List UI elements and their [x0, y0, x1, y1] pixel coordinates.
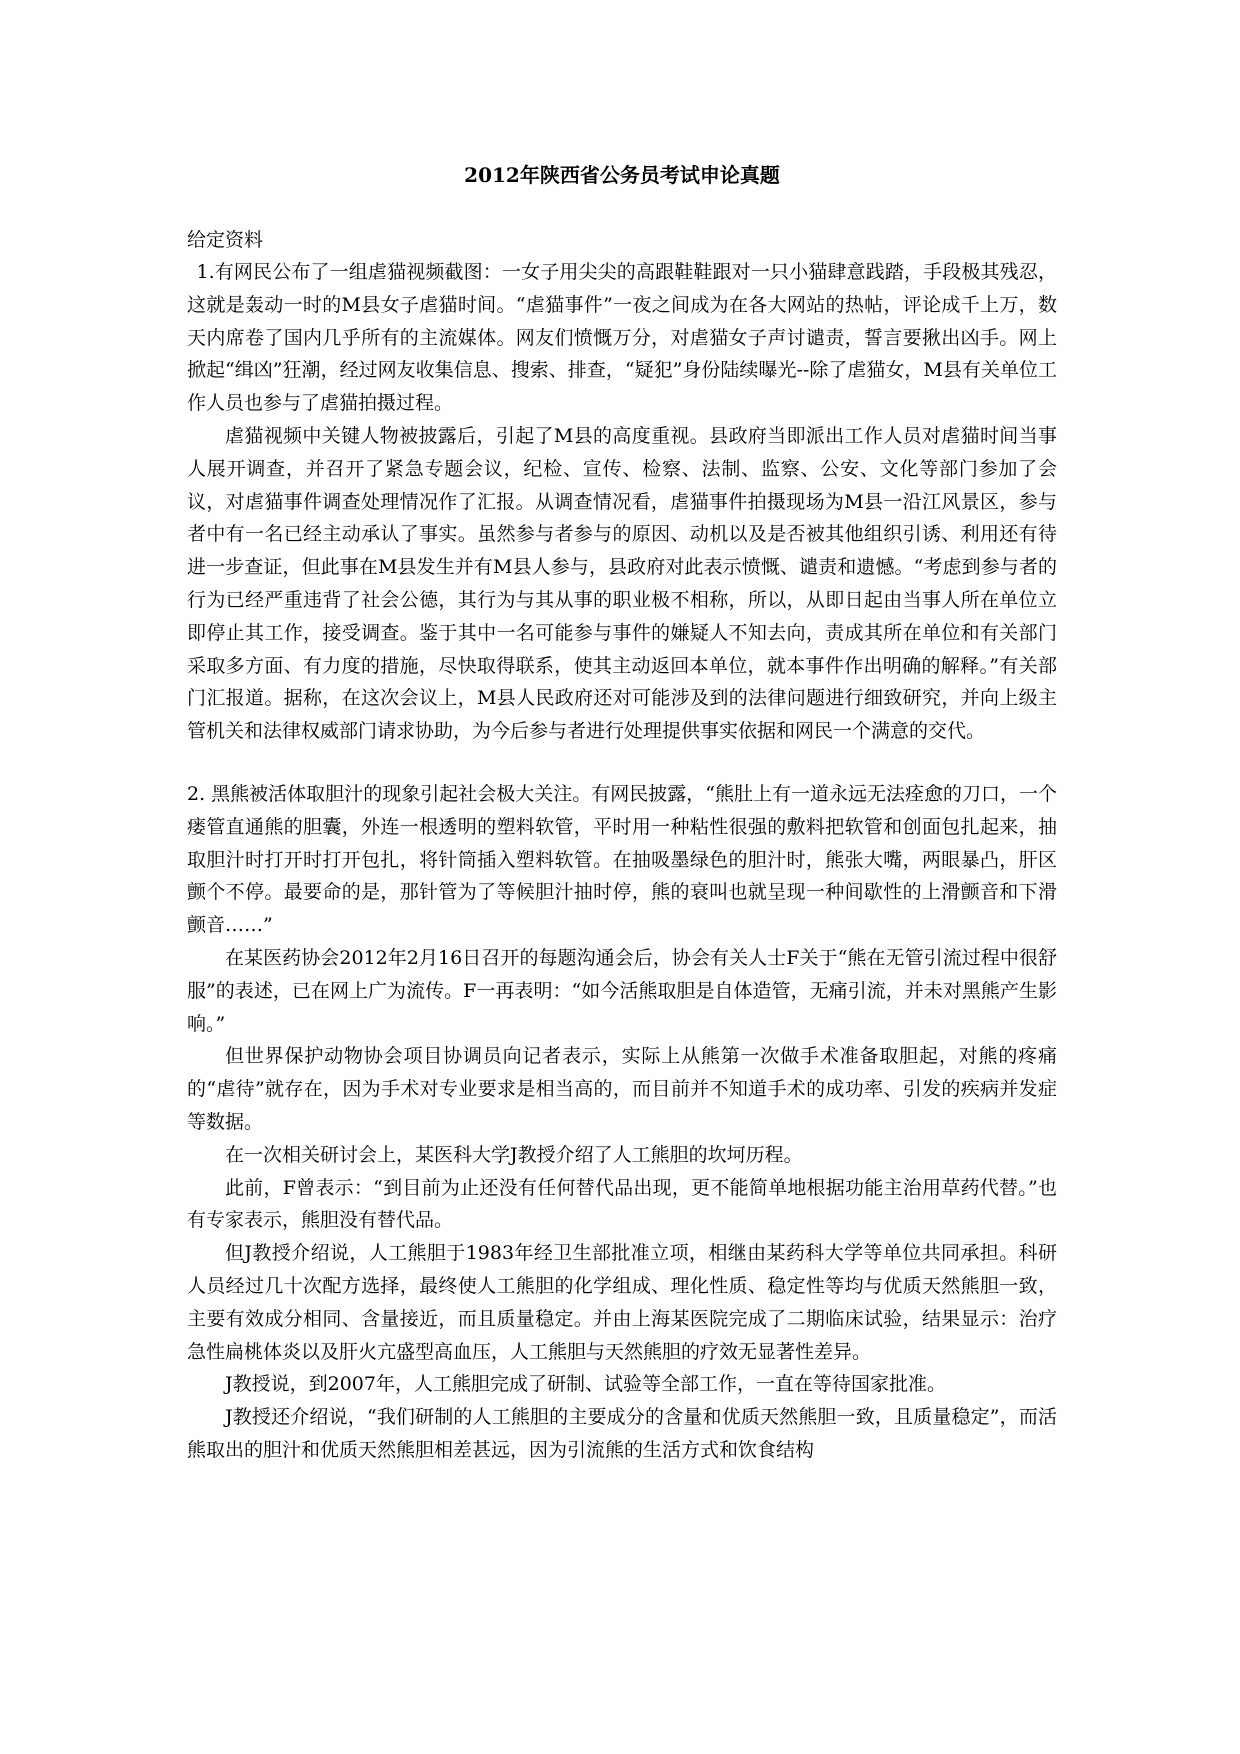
paragraph: 在一次相关研讨会上，某医科大学J教授介绍了人工熊胆的坎坷历程。 [225, 1143, 803, 1166]
paragraph: 但世界保护动物协会项目协调员向记者表示，实际上从熊第一次做手术准备取胆起，对熊的疼痛的“虐待”就存在，因为手术对专业要求是相当高的，而目前并不知道手术的成功率、引发的疾病并发症等数据。 [187, 1045, 1057, 1133]
paragraph: 但J教授介绍说，人工熊胆于1983年经卫生部批准立项，相继由某药科大学等单位共同承担。科研人员经过几十次配方选择，最终使人工熊胆的化学组成、理化性质、稳定性等均与优质天然熊胆一致，主要有效成分相同、含量接近，而且质量稳定。并由上海某医院完成了二期临床试验，结果显示：治疗急性扁桃体炎以及肝火亢盛型高血压，人工熊胆与天然熊胆的疗效无显著性差异。 [187, 1242, 1057, 1363]
paragraph: 虐猫视频中关键人物被披露后，引起了M县的高度重视。县政府当即派出工作人员对虐猫时间当事人展开调查，并召开了紧急专题会议，纪检、宣传、检察、法制、监察、公安、文化等部门参加了会议，对虐猫事件调查处理情况作了汇报。从调查情况看，虐猫事件拍摄现场为M县一沿江风景区，参与者中有一名已经主动承认了事实。虽然参与者参与的原因、动机以及是否被其他组织引诱、利用还有待进一步查证，但此事在M县发生并有M县人参与，县政府对此表示愤慨、谴责和遗憾。“考虑到参与者的行为已经严重违背了社会公德，其行为与其从事的职业极不相称，所以，从即日起由当事人所在单位立即停止其工作，接受调查。鉴于其中一名可能参与事件的嫌疑人不知去向，责成其所在单位和有关部门采取多方面、有力度的措施，尽快取得联系，使其主动返回本单位，就本事件作出明确的解释。”有关部门汇报道。据称，在这次会议上，M县人民政府还对可能涉及到的法律问题进行细致研究，并向上级主管机关和法律权威部门请求协助，为今后参与者进行处理提供事实依据和网民一个满意的交代。 [187, 424, 1057, 743]
paragraph: 2. 黑熊被活体取胆汁的现象引起社会极大关注。有网民披露，“熊肚上有一道永远无法痊愈的刀口，一个瘘管直通熊的胆囊，外连一根透明的塑料软管，平时用一种粘性很强的敷料把软管和创面包扎起来，抽取胆汁时打开时打开包扎，将针筒插入塑料软管。在抽吸墨绿色的胆汁时，熊张大嘴，两眼暴凸，肝区颤个不停。最要命的是，那针管为了等候胆汁抽时停，熊的衰叫也就呈现一种间歇性的上滑颤音和下滑颤音……” [187, 782, 1057, 937]
material-section-1 [187, 256, 1057, 748]
paragraph: 在某医药协会2012年2月16日召开的每题沟通会后，协会有关人士F关于“熊在无管引流过程中很舒服”的表述，已在网上广为流传。F一再表明：“如今活熊取胆是自体造管，无痛引流，并未对黑熊产生影响。” [187, 946, 1057, 1035]
paragraph: J教授说，到2007年，人工熊胆完成了研制、试验等全部工作，一直在等待国家批准。 [225, 1373, 946, 1396]
section-label: 给定资料 [187, 229, 264, 251]
paragraph: 1.有网民公布了一组虐猫视频截图：一女子用尖尖的高跟鞋鞋跟对一只小猫肆意践踏，手段极其残忍，这就是轰动一时的M县女子虐猫时间。“虐猫事件”一夜之间成为在各大网站的热帖，评论成千上万，数天内席卷了国内几乎所有的主流媒体。网友们愤慨万分，对虐猫女子声讨谴责，誓言要揪出凶手。网上掀起“缉凶”狂潮，经过网友收集信息、搜索、排查，“疑犯”身份陆续曝光--除了虐猫女，M县有关单位工作人员也参与了虐猫拍摄过程。 [187, 261, 1057, 415]
document-page [187, 160, 1057, 1467]
material-section-2 [187, 778, 1057, 1467]
paragraph: J教授还介绍说，“我们研制的人工熊胆的主要成分的含量和优质天然熊胆一致，且质量稳定”，而活熊取出的胆汁和优质天然熊胆相差甚远，因为引流熊的生活方式和饮食结构 [187, 1406, 1057, 1461]
paragraph: 此前，F曾表示：“到目前为止还没有任何替代品出现，更不能简单地根据功能主治用草药代替。”也有专家表示，熊胆没有替代品。 [187, 1176, 1057, 1232]
section-spacer [187, 748, 1057, 778]
document-title: 2012年陕西省公务员考试申论真题 [464, 163, 780, 187]
